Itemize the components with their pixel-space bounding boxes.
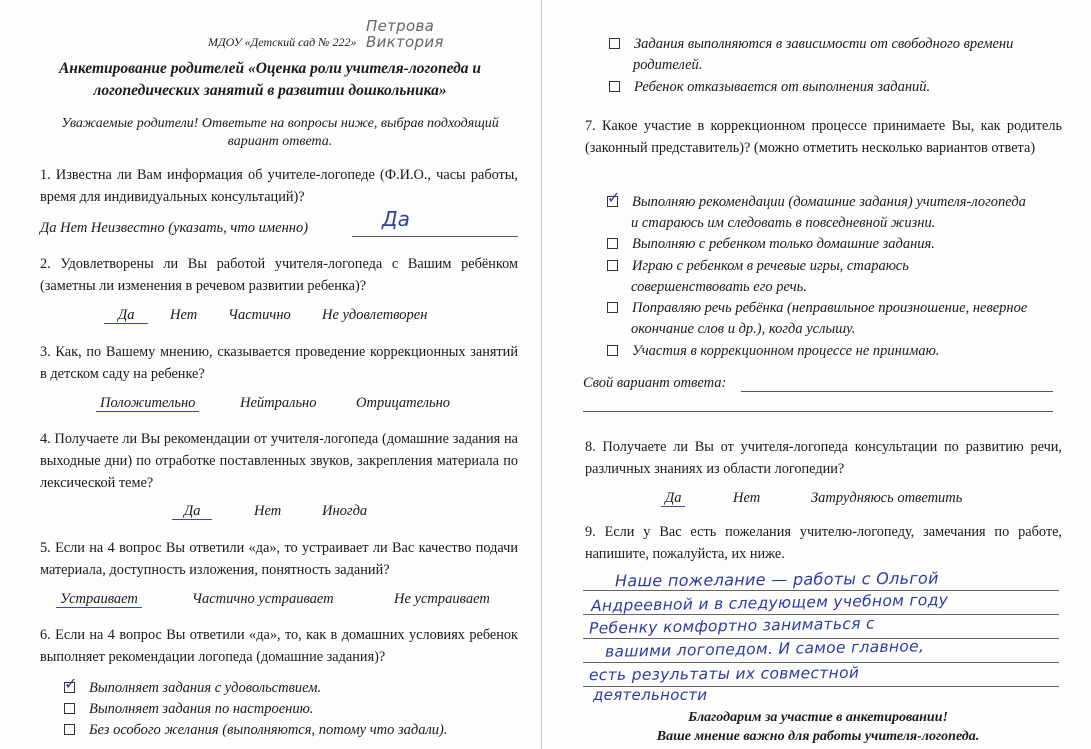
checkbox[interactable]	[607, 238, 618, 249]
question-7: 7. Какое участие в коррекционном процессе принимаете Вы, как родитель (законный представитель)? (можно отметить несколько вариантов ответа)	[585, 118, 1062, 156]
intro-line1: Уважаемые родители! Ответьте на вопросы ниже, выбрав подходящий	[61, 116, 499, 131]
thanks-line1: Благодарим за участие в анкетировании!	[688, 710, 948, 725]
checkbox[interactable]	[607, 345, 618, 356]
q7-own-answer-line2[interactable]	[583, 411, 1053, 412]
q6-option-1[interactable]: ✓ Выполняет задания с удовольствием.	[64, 676, 322, 696]
question-8: 8. Получаете ли Вы от учителя-логопеда консультации по развитию речи, различных знаниях из области логопедии?	[585, 439, 1062, 477]
question-2: 2. Удовлетворены ли Вы работой учителя-логопеда с Вашим ребёнком (заметны ли изменения в речевом развитии ребенка)?	[40, 256, 518, 294]
q7-option-1[interactable]: ✓ Выполняю рекомендации (домашние задания) учителя-логопеда	[607, 190, 1026, 210]
question-6: 6. Если на 4 вопрос Вы ответили «да», то, как в домашних условиях ребенок выполняет рекомендации логопеда (домашние задания)?	[40, 627, 518, 665]
handwritten-line: Андреевной и в следующем учебном году	[590, 590, 949, 616]
q5-option-partly[interactable]: Частично устраивает	[192, 591, 334, 607]
intro-line2: вариант ответа.	[227, 134, 333, 149]
handwritten-line: деятельности	[593, 686, 708, 704]
question-1: 1. Известна ли Вам информация об учителе-логопеде (Ф.И.О., часы работы, время для индивидуальных консультаций)?	[40, 167, 518, 205]
q7-option-1-cont: и стараюсь им следовать в повседневной жизни.	[631, 215, 936, 231]
question-4: 4. Получаете ли Вы рекомендации от учителя-логопеда (домашние задания на выходные дни) по отработке поставленных звуков, закрепления материала по лексической теме?	[40, 431, 518, 491]
q1-options: Да Нет Неизвестно (указать, что именно)	[40, 220, 309, 236]
q7-own-answer-line1[interactable]	[741, 391, 1053, 392]
checkbox[interactable]	[64, 703, 75, 714]
q7-option-4-cont: окончание слов и др.), когда услышу.	[631, 321, 856, 337]
q5-option-not[interactable]: Не устраивает	[394, 591, 490, 607]
checkbox[interactable]	[609, 38, 620, 49]
q7-option-2[interactable]: Выполняю с ребенком только домашние задания.	[607, 236, 935, 253]
handwritten-line: вашими логопедом. И самое главное,	[604, 637, 925, 661]
q5-option-satisfies[interactable]: Устраивает	[56, 591, 142, 608]
answer-line	[583, 662, 1059, 663]
checkbox[interactable]	[607, 260, 618, 271]
q6-option-3[interactable]: Без особого желания (выполняются, потому что задали).	[64, 722, 448, 739]
q3-option-neutral[interactable]: Нейтрально	[240, 395, 317, 411]
q6-option-5[interactable]: Ребенок отказывается от выполнения заданий.	[609, 79, 930, 96]
q3-option-negative[interactable]: Отрицательно	[356, 395, 451, 411]
right-page	[545, 0, 1091, 749]
q7-option-3-cont: совершенствовать его речь.	[631, 279, 807, 295]
q2-option-not-satisfied[interactable]: Не удовлетворен	[322, 307, 428, 323]
q4-option-no[interactable]: Нет	[254, 503, 282, 519]
thanks-line2: Ваше мнение важно для работы учителя-логопеда.	[656, 729, 980, 744]
left-page	[0, 0, 540, 749]
q3-option-positive[interactable]: Положительно	[96, 395, 199, 412]
q7-option-4[interactable]: Поправляю речь ребёнка (неправильное произношение, неверное	[607, 300, 1027, 317]
handwritten-line: Ребенку комфортно заниматься с	[588, 614, 875, 638]
question-5: 5. Если на 4 вопрос Вы ответили «да», то устраивает ли Вас качество подачи материала, доступность изложения, понятность заданий?	[40, 540, 518, 578]
question-9: 9. Если у Вас есть пожелания учителю-логопеду, замечания по работе, напишите, пожалуйста, их ниже.	[585, 524, 1062, 562]
handwritten-line: Наше пожелание — работы с Ольгой	[614, 568, 939, 591]
survey-title-line2: логопедических занятий в развитии дошкольника»	[93, 82, 447, 99]
handwritten-line: есть результаты их совместной	[588, 663, 860, 685]
q2-option-yes[interactable]: Да	[104, 307, 148, 324]
page-divider	[541, 0, 542, 749]
q4-option-sometimes[interactable]: Иногда	[322, 503, 368, 519]
q2-option-no[interactable]: Нет	[170, 307, 198, 323]
q1-answer: Да	[382, 207, 410, 231]
q8-option-no: Нет	[733, 490, 761, 506]
checkbox[interactable]	[607, 302, 618, 313]
answer-line	[583, 590, 1059, 591]
q1-answer-line	[352, 236, 518, 237]
checkmark-icon: ✓	[607, 190, 621, 207]
q6-option-4-cont: родителей.	[633, 57, 703, 73]
q7-own-answer-label: Свой вариант ответа:	[583, 375, 727, 391]
q8-option-hard-to-say: Затрудняюсь ответить	[811, 490, 963, 506]
checkmark-icon: ✓	[64, 676, 78, 693]
q7-option-5[interactable]: Участия в коррекционном процессе не принимаю.	[607, 343, 939, 360]
question-3: 3. Как, по Вашему мнению, сказывается проведение коррекционных занятий в детском саду на ребенке?	[40, 344, 518, 382]
org-name: МДОУ «Детский сад № 222»	[208, 35, 357, 49]
checkbox[interactable]	[64, 724, 75, 735]
checkbox[interactable]	[609, 81, 620, 92]
q6-option-2[interactable]: Выполняет задания по настроению.	[64, 701, 313, 718]
survey-title-line1: Анкетирование родителей «Оценка роли учителя-логопеда и	[58, 60, 482, 77]
q2-option-partly[interactable]: Частично	[228, 307, 291, 323]
q8-option-yes[interactable]: Да	[661, 490, 685, 507]
q7-option-3[interactable]: Играю с ребенком в речевые игры, стараюсь	[607, 258, 909, 275]
q4-option-yes[interactable]: Да	[172, 503, 212, 520]
q6-option-4[interactable]: Задания выполняются в зависимости от свободного времени	[609, 36, 1013, 53]
signature: Петрова Виктория	[366, 17, 444, 51]
